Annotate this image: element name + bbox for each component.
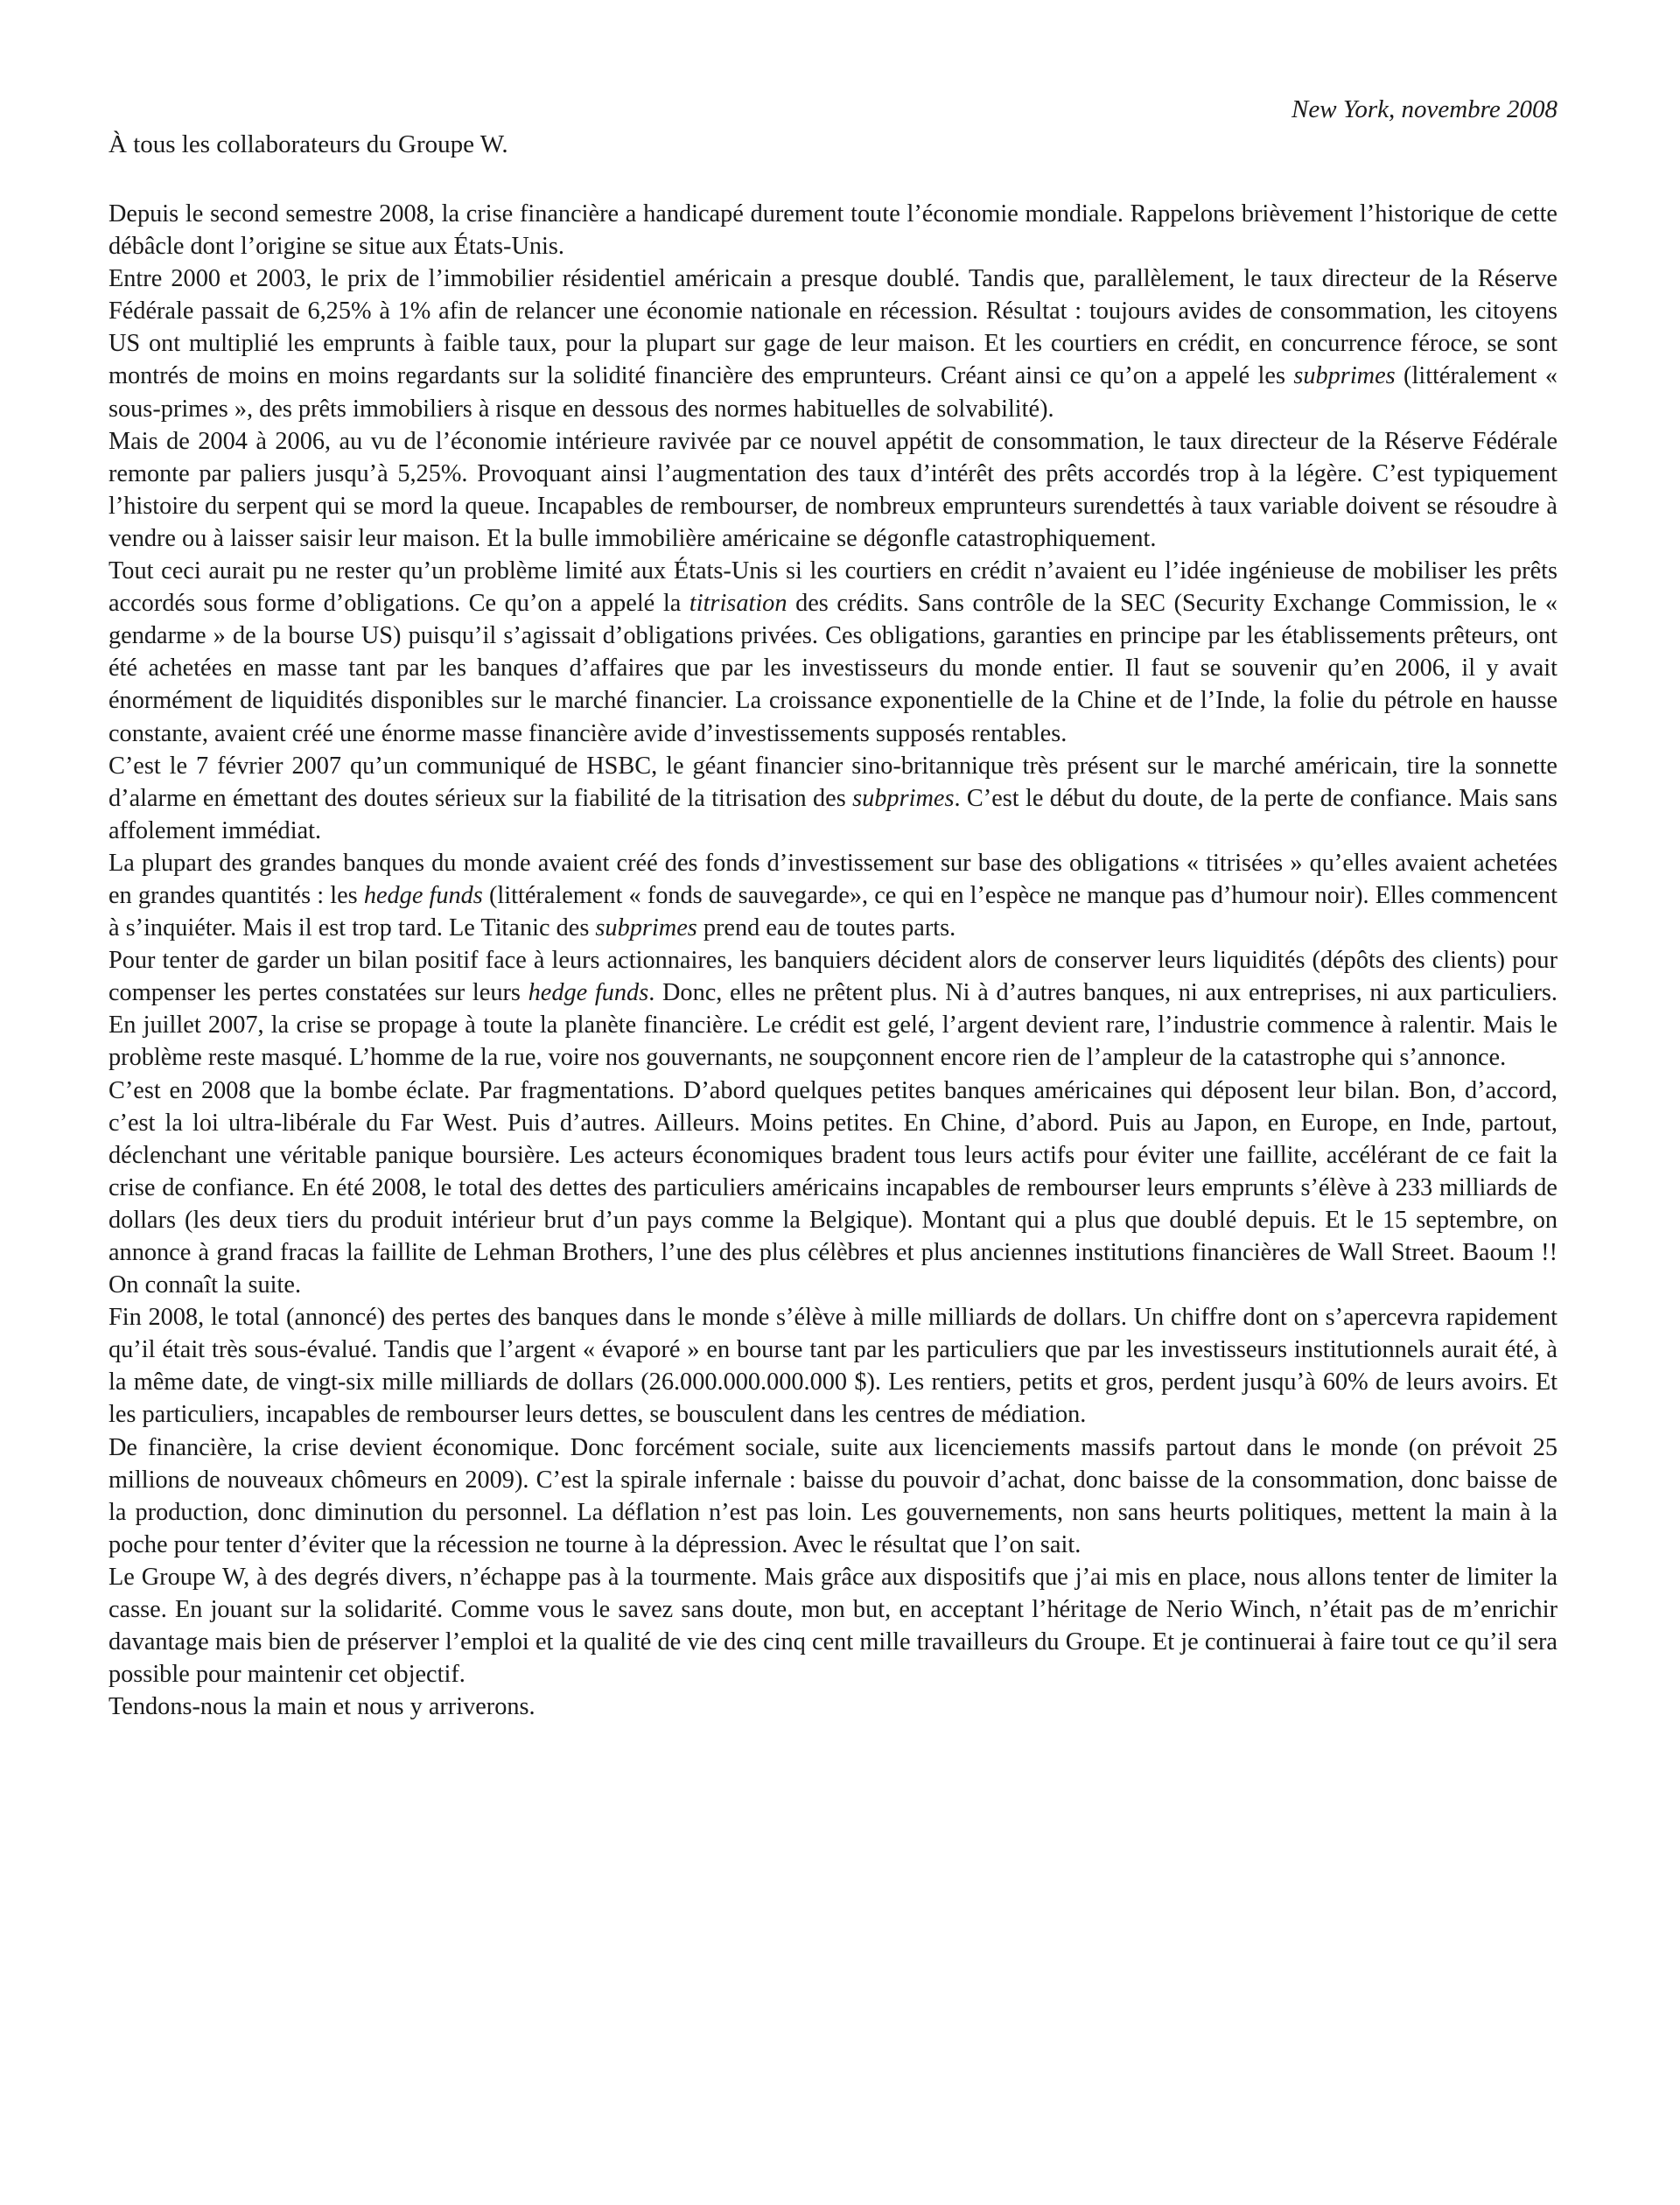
italic-term: hedge funds bbox=[363, 881, 483, 909]
text-run: Fin 2008, le total (annoncé) des pertes des banques dans le monde s’élève à mille milliards de dollars. Un chiffre dont on s’apercevra rapidement qu’il était très sous-évalué. Tandis que l’argent « évaporé » en bourse tant par les particuliers que par les investisseurs institutionnels aurait été, à la même date, de vingt-six mille milliards de dollars (26.000.000.000.000 $). Les rentiers, petits et gros, perdent jusqu’à 60% de leurs avoirs. Et les particuliers, incapables de rembourser leurs dettes, se bousculent dans les centres de médiation. bbox=[108, 1304, 1558, 1429]
italic-term: subprimes bbox=[1293, 362, 1396, 390]
text-run: . Donc, elles ne prêtent plus. Ni à d’autres banques, ni aux entreprises, ni aux particuliers. En juillet 2007, la crise se propage à toute la planète financière. Le crédit est gelé, l’argent devient rare, l’industrie commence à ralentir. Mais le problème reste masqué. L’homme de la rue, voire nos gouvernants, ne soupçonnent encore rien de l’ampleur de la catastrophe qui s’annonce. bbox=[108, 979, 1558, 1072]
letter-body bbox=[108, 198, 1558, 1723]
body-paragraph bbox=[108, 847, 1558, 944]
text-run: Tendons-nous la main et nous y arriverons. bbox=[108, 1693, 536, 1721]
body-paragraph bbox=[108, 555, 1558, 750]
body-paragraph bbox=[108, 944, 1558, 1074]
text-run: Mais de 2004 à 2006, au vu de l’économie intérieure ravivée par ce nouvel appétit de consommation, le taux directeur de la Réserve Fédérale remonte par paliers jusqu’à 5,25%. Provoquant ainsi l’augmentation des taux d’intérêt des prêts accordés trop à la légère. C’est typiquement l’histoire du serpent qui se mord la queue. Incapables de rembourser, de nombreux emprunteurs surendettés à taux variable doivent se résoudre à vendre ou à laisser saisir leur maison. Et la bulle immobilière américaine se dégonfle catastrophiquement. bbox=[108, 427, 1558, 552]
italic-term: hedge funds bbox=[528, 979, 649, 1007]
text-run: Depuis le second semestre 2008, la crise financière a handicapé durement toute l’économie mondiale. Rappelons brièvement l’historique de cette débâcle dont l’origine se situe aux États-Unis. bbox=[108, 200, 1558, 261]
text-run: Tout ceci aurait pu ne rester qu’un problème limité aux États-Unis si les courtiers en crédit n’avaient eu l’idée ingénieuse de mobiliser les prêts accordés sous forme d’obligations. Ce qu’on a appelé la bbox=[108, 557, 1558, 618]
text-run: De financière, la crise devient économique. Donc forcément sociale, suite aux licenciements massifs partout dans le monde (on prévoit 25 millions de nouveaux chômeurs en 2009). C’est la spirale infernale : baisse du pouvoir d’achat, donc baisse de la consommation, donc baisse de la production, donc diminution du personnel. La déflation n’est pas loin. Les gouvernements, non sans heurts politiques, mettent la main à la poche pour tenter d’éviter que la récession ne tourne à la dépression. Avec le résultat que l’on sait. bbox=[108, 1433, 1558, 1558]
text-run: . C’est le début du doute, de la perte de confiance. Mais sans affolement immédiat. bbox=[108, 784, 1558, 844]
text-run: Le Groupe W, à des degrés divers, n’échappe pas à la tourmente. Mais grâce aux dispositifs que j’ai mis en place, nous allons tenter de limiter la casse. En jouant sur la solidarité. Comme vous le savez sans doute, mon but, en acceptant l’héritage de Nerio Winch, n’était pas de m’enrichir davantage mais bien de préserver l’emploi et la qualité de vie des cinq cent mille travailleurs du Groupe. Et je continuerai à faire tout ce qu’il sera possible pour maintenir cet objectif. bbox=[108, 1563, 1558, 1689]
italic-term: subprimes bbox=[595, 914, 697, 942]
italic-term: subprimes bbox=[852, 784, 955, 812]
italic-term: titrisation bbox=[689, 590, 788, 618]
body-paragraph bbox=[108, 1074, 1558, 1302]
body-paragraph bbox=[108, 1432, 1558, 1561]
text-run: C’est en 2008 que la bombe éclate. Par fragmentations. D’abord quelques petites banques américaines qui déposent leur bilan. Bon, d’accord, c’est la loi ultra-libérale du Far West. Puis d’autres. Ailleurs. Moins petites. En Chine, d’abord. Puis au Japon, en Europe, en Inde, partout, déclenchant une véritable panique boursière. Les acteurs économiques bradent tous leurs actifs pour éviter une faillite, accélérant de ce fait la crise de confiance. En été 2008, le total des dettes des particuliers américains incapables de rembourser leurs emprunts s’élève à 233 milliards de dollars (les deux tiers du produit intérieur brut d’un pays comme la Belgique). Montant qui a plus que doublé depuis. Et le 15 septembre, on annonce à grand fracas la faillite de Lehman Brothers, l’une des plus célèbres et plus anciennes institutions financières de Wall Street. Baoum !! On connaît la suite. bbox=[108, 1076, 1558, 1299]
body-paragraph bbox=[108, 262, 1558, 424]
text-run: C’est le 7 février 2007 qu’un communiqué de HSBC, le géant financier sino-britannique très présent sur le marché américain, tire la sonnette d’alarme en émettant des doutes sérieux sur la fiabilité de la titrisation des bbox=[108, 752, 1558, 812]
text-run: Entre 2000 et 2003, le prix de l’immobilier résidentiel américain a presque doublé. Tandis que, parallèlement, le taux directeur de la Réserve Fédérale passait de 6,25% à 1% afin de relancer une économie nationale en récession. Résultat : toujours avides de consommation, les citoyens US ont multiplié les emprunts à faible taux, pour la plupart sur gage de leur maison. Et les courtiers en crédit, en concurrence féroce, se sont montrés de moins en moins regardants sur la solidité financière des emprunteurs. Créant ainsi ce qu’on a appelé les bbox=[108, 265, 1558, 390]
body-paragraph bbox=[108, 750, 1558, 847]
body-paragraph bbox=[108, 1301, 1558, 1431]
dateline: New York, novembre 2008 bbox=[1292, 95, 1558, 123]
text-run: (littéralement « sous-primes », des prêts immobiliers à risque en dessous des normes habituelles de solvabilité). bbox=[108, 362, 1558, 423]
text-run: des crédits. Sans contrôle de la SEC (Security Exchange Commission, le « gendarme » de la bourse US) puisqu’il s’agissait d’obligations privées. Ces obligations, garanties en principe par les établissements prêteurs, ont été achetées en masse tant par les banques d’affaires que par les investisseurs du monde entier. Il faut se souvenir qu’en 2006, il y avait énormément de liquidités disponibles sur le marché financier. La croissance exponentielle de la Chine et de l’Inde, la folie du pétrole en hausse constante, avaient créé une énorme masse financière avide d’investissements supposés rentables. bbox=[108, 590, 1558, 747]
salutation: À tous les collaborateurs du Groupe W. bbox=[108, 130, 508, 158]
text-run: prend eau de toutes parts. bbox=[696, 914, 956, 942]
body-paragraph bbox=[108, 425, 1558, 555]
text-run: Pour tenter de garder un bilan positif face à leurs actionnaires, les banquiers décident alors de conserver leurs liquidités (dépôts des clients) pour compenser les pertes constatées sur leurs bbox=[108, 947, 1558, 1007]
body-paragraph bbox=[108, 198, 1558, 262]
letter-page bbox=[108, 93, 1558, 1723]
text-run: (littéralement « fonds de sauvegarde», ce qui en l’espèce ne manque pas d’humour noir). Elles commencent à s’inquiéter. Mais il est trop tard. Le Titanic des bbox=[108, 881, 1558, 942]
body-paragraph bbox=[108, 1561, 1558, 1690]
text-run: La plupart des grandes banques du monde avaient créé des fonds d’investissement sur base des obligations « titrisées » qu’elles avaient achetées en grandes quantités : les bbox=[108, 849, 1558, 909]
body-paragraph bbox=[108, 1690, 1558, 1723]
